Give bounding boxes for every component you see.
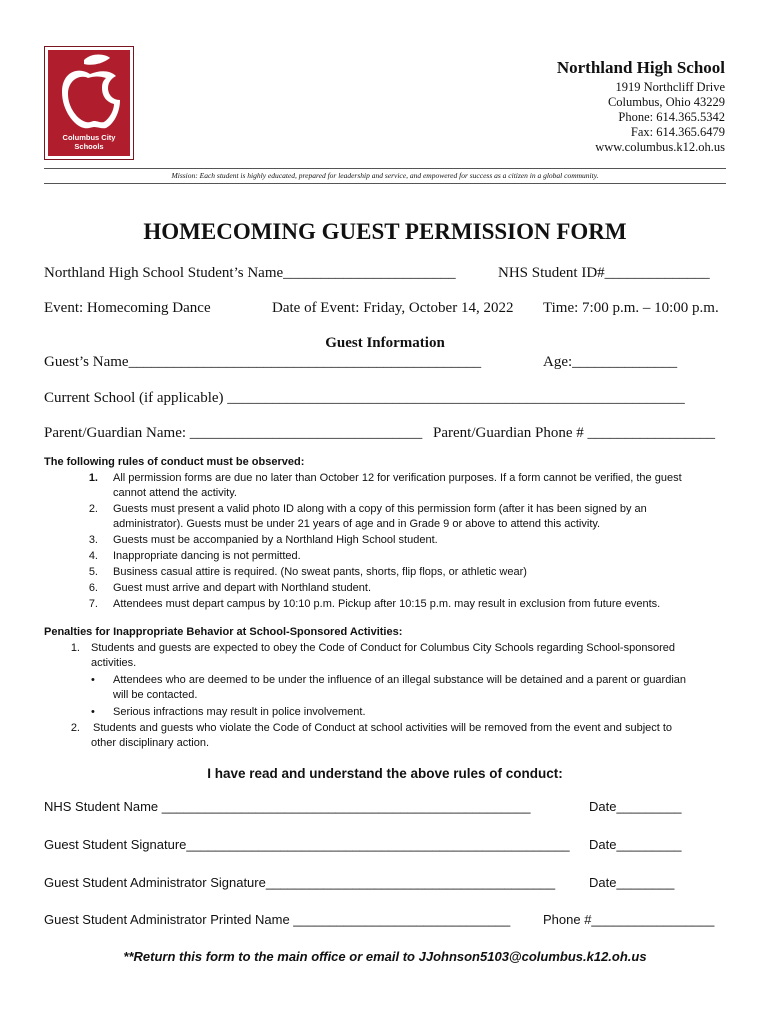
guest-info-heading: Guest Information — [325, 335, 445, 351]
rule-text: All permission forms are due no later than October 12 for verification purposes. If a form cannot be verified, the guest — [113, 472, 682, 484]
bullet-icon: • — [91, 674, 95, 686]
rule-text: Business casual attire is required. (No sweat pants, shorts, flip flops, or athletic wear) — [113, 566, 527, 578]
penalty-number: 2. — [70, 722, 80, 734]
penalty-bullet-text: Attendees who are deemed to be under the influence of an illegal substance will be detained and a parent or guardian — [113, 674, 687, 686]
parent-phone-field[interactable]: Parent/Guardian Phone # _________________ — [433, 425, 716, 441]
penalty-text: other disciplinary action. — [91, 737, 210, 749]
rule-number: 3. — [88, 534, 98, 546]
rule-text: Guest must arrive and depart with Northland student. — [113, 582, 372, 594]
rule-text: cannot attend the activity. — [113, 487, 237, 499]
penalty-bullet-text: will be contacted. — [113, 689, 198, 701]
administrator-date-field[interactable]: Date________ — [589, 875, 675, 890]
rule-text: Guests must be accompanied by a Northland High School student. — [113, 534, 438, 546]
nhs-student-date-field[interactable]: Date_________ — [589, 799, 682, 814]
rule-number: 2. — [88, 503, 98, 515]
parent-name-field[interactable]: Parent/Guardian Name: _______________________________ — [44, 425, 423, 441]
bullet-icon: • — [91, 706, 95, 718]
rules-heading: The following rules of conduct must be observed: — [44, 456, 305, 468]
acknowledgement-heading: I have read and understand the above rules of conduct: — [207, 766, 563, 781]
nhs-student-name-field[interactable]: NHS Student Name ___________________________________________________ — [44, 799, 531, 814]
form-title: HOMECOMING GUEST PERMISSION FORM — [143, 219, 627, 244]
student-name-field[interactable]: Northland High School Student’s Name_______________________ — [44, 265, 456, 281]
event-time-label: Time: 7:00 p.m. – 10:00 p.m. — [543, 300, 719, 316]
rule-number: 5. — [88, 566, 98, 578]
rule-text: Inappropriate dancing is not permitted. — [113, 550, 301, 562]
penalty-text: Students and guests who violate the Code of Conduct at school activities will be removed from the event and subject to — [93, 722, 673, 734]
event-date-label: Date of Event: Friday, October 14, 2022 — [272, 300, 514, 316]
rule-number: 6. — [88, 582, 98, 594]
phone-line: Phone: 614.365.5342 — [618, 110, 725, 124]
guest-age-field[interactable]: Age:______________ — [543, 354, 678, 370]
website-line: www.columbus.k12.oh.us — [595, 140, 725, 154]
event-label: Event: Homecoming Dance — [44, 300, 211, 316]
penalty-text: Students and guests are expected to obey the Code of Conduct for Columbus City Schools regarding School-sponsored — [91, 642, 675, 654]
current-school-field[interactable]: Current School (if applicable) _____________________________________________________________ — [44, 390, 685, 406]
penalty-text: activities. — [91, 657, 137, 669]
header-rule-bottom — [44, 183, 726, 184]
address-line: Columbus, Ohio 43229 — [607, 95, 725, 109]
administrator-signature-field[interactable]: Guest Student Administrator Signature________________________________________ — [44, 875, 556, 890]
apple-logo-icon — [48, 50, 132, 146]
guest-name-field[interactable]: Guest’s Name_______________________________________________ — [44, 354, 482, 370]
student-id-field[interactable]: NHS Student ID#______________ — [498, 265, 710, 281]
penalty-bullet-text: Serious infractions may result in police involvement. — [113, 706, 366, 718]
rule-number: 4. — [88, 550, 98, 562]
school-name: Northland High School — [556, 58, 725, 77]
administrator-printed-name-field[interactable]: Guest Student Administrator Printed Name ______________________________ — [44, 912, 511, 927]
rule-number: 7. — [88, 598, 98, 610]
guest-signature-date-field[interactable]: Date_________ — [589, 837, 682, 852]
mission-statement: Mission: Each student is highly educated, prepared for leadership and service, and empowered for success as a citizen in a global community. — [171, 171, 599, 180]
rule-text: administrator). Guests must be under 21 years of age and in Grade 9 or above to attend this activity. — [113, 518, 601, 530]
rule-number: 1. — [88, 472, 98, 484]
administrator-phone-field[interactable]: Phone #_________________ — [543, 912, 715, 927]
guest-signature-field[interactable]: Guest Student Signature_____________________________________________________ — [44, 837, 570, 852]
header-rule-top — [44, 168, 726, 169]
return-instructions: **Return this form to the main office or email to JJohnson5103@columbus.k12.oh.us — [123, 949, 647, 964]
fax-line: Fax: 614.365.6479 — [630, 125, 725, 139]
logo-text: Columbus City Schools — [62, 133, 116, 151]
rule-text: Attendees must depart campus by 10:10 p.m. Pickup after 10:15 p.m. may result in exclusion from future events. — [113, 598, 661, 610]
penalties-heading: Penalties for Inappropriate Behavior at School-Sponsored Activities: — [44, 626, 403, 638]
district-logo — [44, 46, 134, 160]
address-line: 1919 Northcliff Drive — [615, 80, 725, 94]
rule-text: Guests must present a valid photo ID along with a copy of this permission form (after it has been signed by an — [113, 503, 647, 515]
penalty-number: 1. — [70, 642, 80, 654]
